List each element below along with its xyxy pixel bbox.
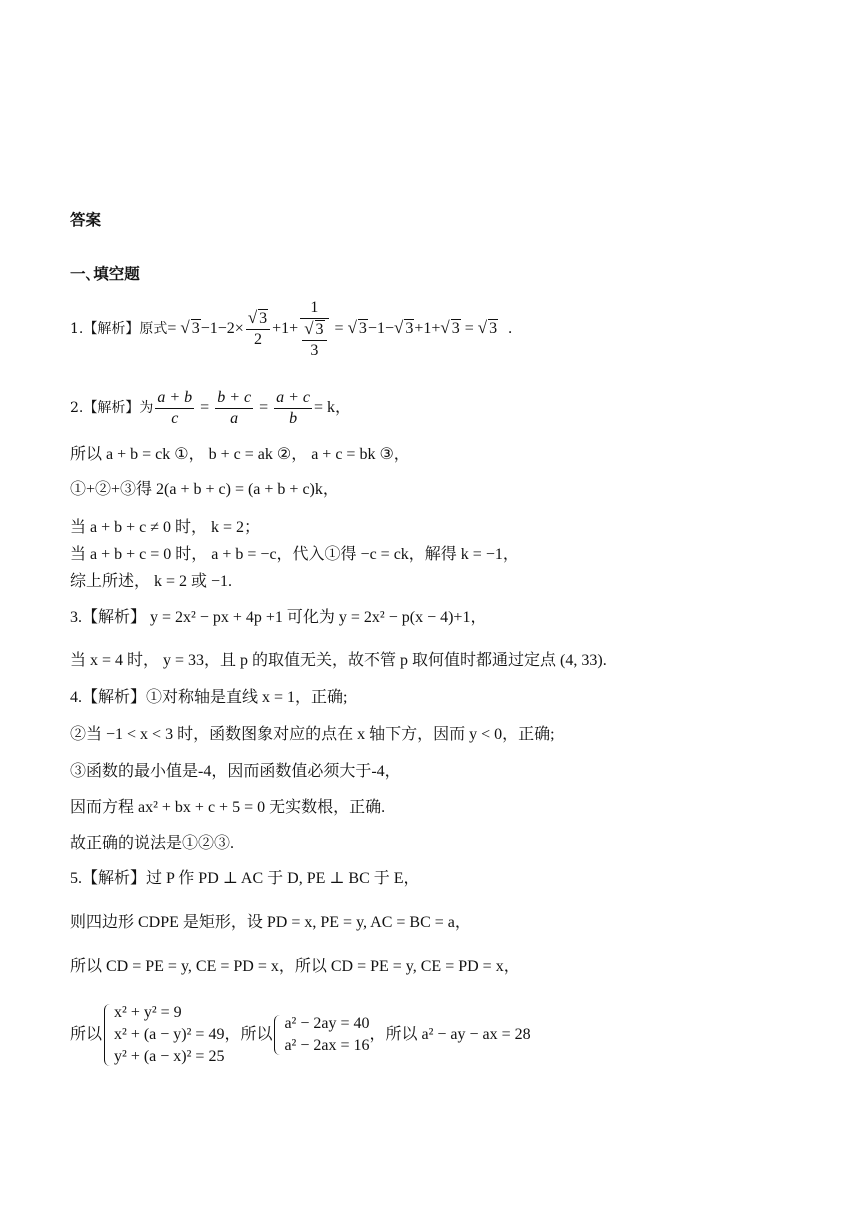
q2-fraction-2: $\frac{b + c}{a}$ bbox=[217, 388, 252, 427]
q1-fraction-1: $\frac{√ 3}{2}$ bbox=[246, 308, 270, 350]
q3-line-1: 3.【解析】 y = 2x² − px + 4p +1 可化为 y = 2x² − p(x − 4)+1， bbox=[70, 609, 487, 626]
q4-line-4: 因而方程 ax² + bx + c + 5 = 0 无实数根，正确. bbox=[70, 799, 386, 816]
q2-fraction-3: $\frac{a + c}{b}$ bbox=[276, 388, 311, 427]
q4-line-3: ③函数的最小值是-4，因而函数值必须大于-4， bbox=[70, 763, 401, 780]
q4-line-2: ②当 −1 < x < 3 时，函数图象对应的点在 x 轴下方，因而 y < 0，正确; bbox=[70, 726, 555, 743]
q1-fraction-2: $\frac{1}{\frac{√ 3}{3}}$ bbox=[300, 298, 328, 361]
q1-expression: = √ 3−1−2× $\frac{√ 3}{2}$ +1+ $\frac{1}{\frac{√ 3}{3}}$ = √ 3−1−√ 3+1+√ 3 = √ 3 . bbox=[167, 298, 513, 359]
q2-line-1: 2.【解析】为 $\frac{a + b}{c}$ = $\frac{b + c}{a}$ = $\frac{a + c}{b}$ = k， bbox=[70, 388, 352, 427]
q5-line-1: 5.【解析】过 P 作 PD ⊥ AC 于 D, PE ⊥ BC 于 E， bbox=[70, 870, 420, 887]
answer-title: 答案 bbox=[70, 211, 102, 229]
q1-prefix: 1.【解析】原式 bbox=[70, 321, 168, 337]
q4-line-5: 故正确的说法是①②③. bbox=[70, 835, 235, 852]
q5-line-3: 所以 CD = PE = y, CE = PD = x，所以 CD = PE = y, CE = PD = x， bbox=[70, 958, 520, 975]
q2-line-6: 综上所述， k = 2 或 −1. bbox=[70, 573, 233, 590]
q5-system-2: a² − 2ay = 40 a² − 2ax = 16 bbox=[272, 1013, 369, 1057]
q2-line-3: ①+②+③得 2(a + b + c) = (a + b + c)k， bbox=[70, 481, 339, 498]
q2-line-4: 当 a + b + c ≠ 0 时， k = 2； bbox=[70, 519, 261, 536]
q5-systems: 所以 x² + y² = 9 x² + (a − y)² = 49 y² + (a − x)² = 25 ，所以 a² − 2ay = 40 a² − 2ax = 16 ，所以 a² − ay − ax = 28 bbox=[70, 996, 531, 1074]
q1-solution bbox=[70, 294, 512, 364]
q3-line-2: 当 x = 4 时， y = 33，且 p 的取值无关，故不管 p 取何值时都通过定点 (4, 33). bbox=[70, 652, 607, 669]
q2-line-2: 所以 a + b = ck ①， b + c = ak ②， a + c = bk ③， bbox=[70, 446, 410, 463]
section-title: 一､填空题 bbox=[70, 265, 140, 283]
q4-line-1: 4.【解析】①对称轴是直线 x = 1，正确; bbox=[70, 689, 348, 706]
q5-system-1: x² + y² = 9 x² + (a − y)² = 49 y² + (a − x)² = 25 bbox=[102, 1002, 224, 1068]
q5-line-2: 则四边形 CDPE 是矩形，设 PD = x, PE = y, AC = BC = a， bbox=[70, 914, 471, 931]
q2-line-5: 当 a + b + c = 0 时， a + b = −c，代入①得 −c = ck，解得 k = −1， bbox=[70, 546, 519, 563]
q2-fraction-1: $\frac{a + b}{c}$ bbox=[157, 388, 193, 427]
